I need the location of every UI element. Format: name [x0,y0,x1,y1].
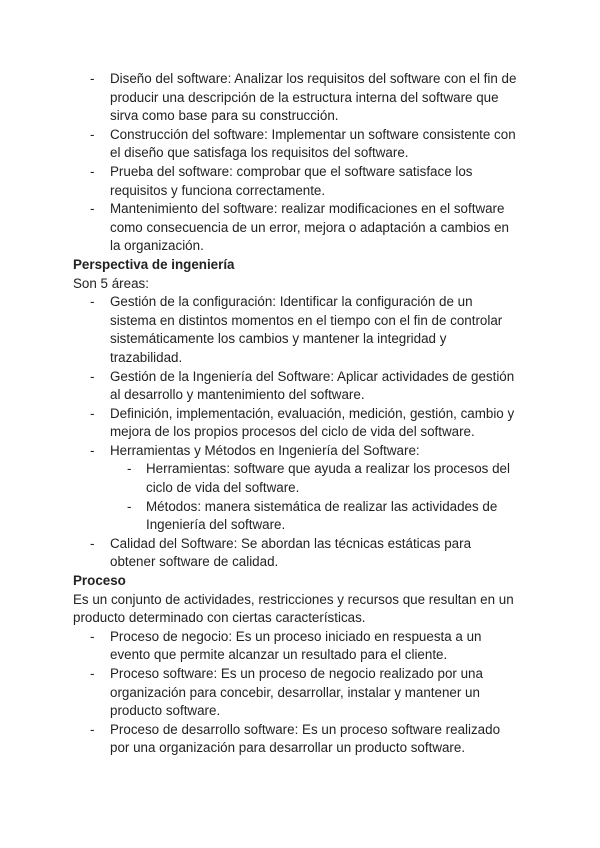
bullet-marker: - [90,294,95,310]
bullet-marker: - [90,442,95,458]
list-item [73,200,520,256]
bullet-marker: - [90,666,95,681]
list-item [73,163,520,200]
list-item-text: Gestión de la Ingeniería del Software: Aplicar actividades de gestión al desarrollo y mantenimiento del software. [110,368,515,403]
bullet-marker: - [90,405,95,421]
section-heading-process: Proceso [73,573,126,589]
list-item-text: Proceso de negocio: Es un proceso iniciado en respuesta a un evento que permite alcanzar un resultado para el cliente. [110,628,482,663]
intro-list [73,70,520,256]
list-item [73,721,520,758]
list-item-text: Proceso de desarrollo software: Es un proceso software realizado por una organización para desarrollar un producto software. [110,721,501,756]
list-item [73,70,520,126]
list-item-text: Proceso software: Es un proceso de negocio realizado por una organización para concebir, desarrollar, instalar y mantener un producto software. [110,666,483,719]
bullet-marker: - [90,201,95,217]
engineering-intro: Son 5 áreas: [73,275,149,291]
list-item-text: Construcción del software: Implementar un software consistente con el diseño que satisfaga los requisitos del software. [110,126,516,161]
list-item-text: Definición, implementación, evaluación, medición, gestión, cambio y mejora de los propios procesos del ciclo de vida del software. [110,405,515,440]
bullet-marker: - [90,163,95,179]
list-item [73,665,520,721]
list-item-text: Herramientas y Métodos en Ingeniería del Software: [110,442,420,458]
tools-methods-sublist [73,460,520,534]
bullet-marker: - [90,71,95,86]
list-item [73,442,520,461]
bullet-marker: - [127,461,132,477]
sublist-item [73,498,520,535]
process-paragraph: Es un conjunto de actividades, restricciones y recursos que resultan en un producto determinado con ciertas características. [73,591,514,626]
list-item-text: Prueba del software: comprobar que el software satisface los requisitos y funciona correctamente. [110,163,473,198]
sublist-item [73,460,520,497]
list-item-text: Gestión de la configuración: Identificar la configuración de un sistema en distintos momentos en el tiempo con el fin de controlar sistemáticamente los cambios y mantener la integridad y trazabilidad. [110,294,503,365]
list-item [73,368,520,405]
list-item-text: Calidad del Software: Se abordan las técnicas estáticas para obtener software de calidad. [110,535,472,570]
list-item-text: Diseño del software: Analizar los requisitos del software con el fin de producir una descripción de la estructura interna del software que sirva como base para su construcción. [110,71,517,124]
section-heading-engineering: Perspectiva de ingeniería [73,256,235,272]
list-item [73,405,520,442]
bullet-marker: - [90,368,95,384]
list-item [73,535,520,572]
bullet-marker: - [90,721,95,737]
list-item [73,126,520,163]
engineering-list-continued [73,535,520,572]
bullet-marker: - [90,126,95,142]
sublist-item-text: Herramientas: software que ayuda a realizar los procesos del ciclo de vida del software. [146,461,510,496]
list-item [73,293,520,367]
bullet-marker: - [90,535,95,551]
list-item-text: Mantenimiento del software: realizar modificaciones en el software como consecuencia de un error, mejora o adaptación a cambios en la organización. [110,201,509,254]
bullet-marker: - [127,498,132,514]
sublist-item-text: Métodos: manera sistemática de realizar las actividades de Ingeniería del software. [146,498,498,533]
list-item [73,628,520,665]
engineering-list [73,293,520,460]
bullet-marker: - [90,628,95,644]
process-list [73,628,520,758]
